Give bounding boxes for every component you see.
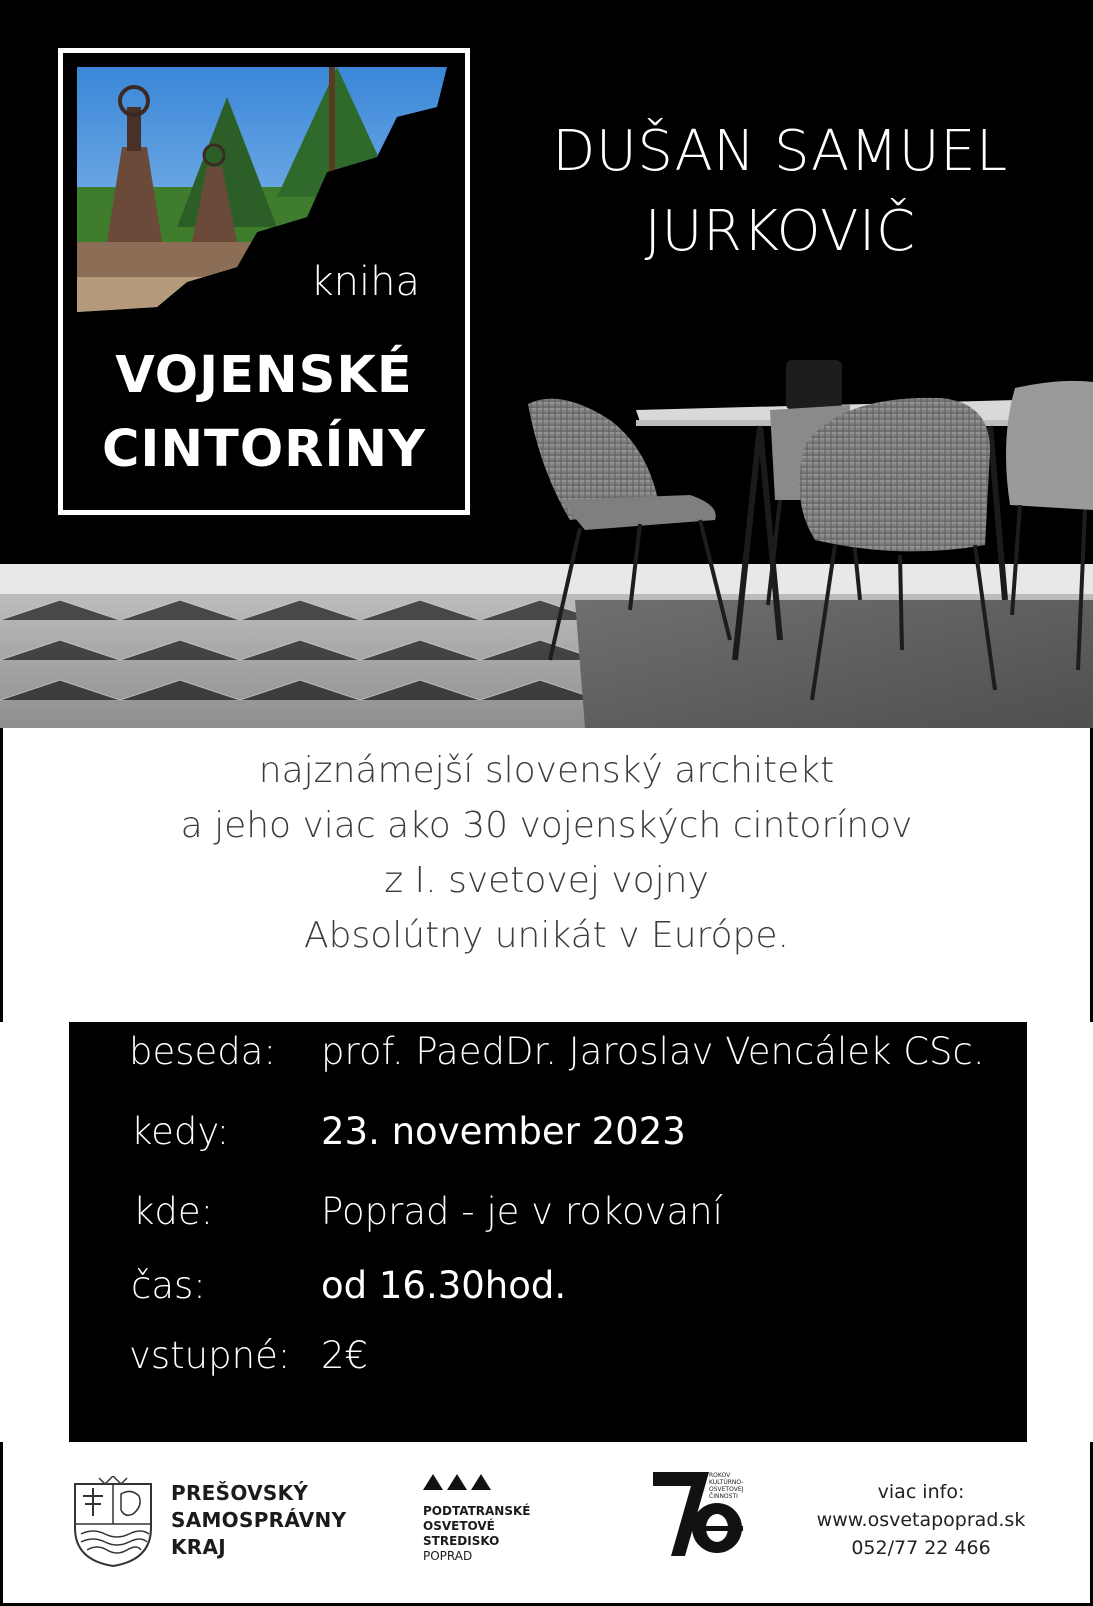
description-line-1: najznámejší slovenský architekt	[258, 750, 835, 791]
description-line-4: Absolútny unikát v Európe.	[303, 915, 789, 956]
psk-crest-logo	[73, 1476, 153, 1568]
beseda-label: beseda:	[129, 1030, 276, 1073]
footer	[0, 1442, 1093, 1606]
seventy-years-caption: ROKOV KULTÚRNO-OSVETOVEJ ČINNOSTI	[709, 1472, 744, 1500]
pos-line-4: POPRAD	[423, 1549, 473, 1563]
cas-label: čas:	[131, 1264, 206, 1307]
kde-label: kde:	[133, 1190, 214, 1233]
description-line-2: a jeho viac ako 30 vojenských cintorínov	[180, 805, 913, 846]
book-title-line-1: VOJENSKÉ	[115, 346, 413, 405]
kde-value: Poprad - je v rokovaní	[321, 1190, 723, 1233]
pos-logo-text	[423, 1504, 530, 1564]
psk-line-3: KRAJ	[171, 1535, 227, 1559]
contact-phone[interactable]: 052/77 22 466	[851, 1537, 991, 1559]
book-title-line-2: CINTORÍNY	[101, 420, 427, 479]
description-line-3: z I. svetovej vojny	[384, 860, 709, 901]
book-title	[63, 339, 465, 487]
author-name	[500, 112, 1060, 272]
author-line-2: JURKOVIČ	[644, 199, 916, 264]
psk-line-2: SAMOSPRÁVNY	[171, 1508, 347, 1532]
pos-line-2: OSVETOVÉ	[423, 1519, 495, 1533]
kedy-label: kedy:	[131, 1110, 230, 1153]
vstupne-value: 2€	[321, 1334, 369, 1377]
psk-logo-text	[171, 1480, 346, 1561]
pos-line-1: PODTATRANSKÉ	[423, 1504, 531, 1518]
beseda-value: prof. PaedDr. Jaroslav Vencálek CSc.	[321, 1030, 985, 1073]
author-line-1: DUŠAN SAMUEL	[552, 119, 1008, 184]
contact-web-link[interactable]: www.osvetapoprad.sk	[816, 1509, 1026, 1531]
vstupne-label: vstupné:	[129, 1334, 291, 1377]
contact-label: viac info:	[877, 1481, 965, 1503]
cas-value: od 16.30hod.	[321, 1264, 567, 1307]
psk-line-1: PREŠOVSKÝ	[171, 1481, 309, 1505]
contact-info	[811, 1478, 1031, 1562]
kedy-value: 23. november 2023	[321, 1110, 686, 1153]
event-info-box	[66, 1022, 1030, 1442]
book-kicker: kniha	[310, 259, 420, 305]
book-cover	[58, 48, 470, 515]
hero-section	[0, 0, 1093, 728]
pos-line-3: STREDISKO	[423, 1534, 500, 1548]
description-section	[0, 728, 1093, 1022]
event-info-section	[0, 1022, 1093, 1442]
pos-triangles-logo	[423, 1472, 495, 1492]
